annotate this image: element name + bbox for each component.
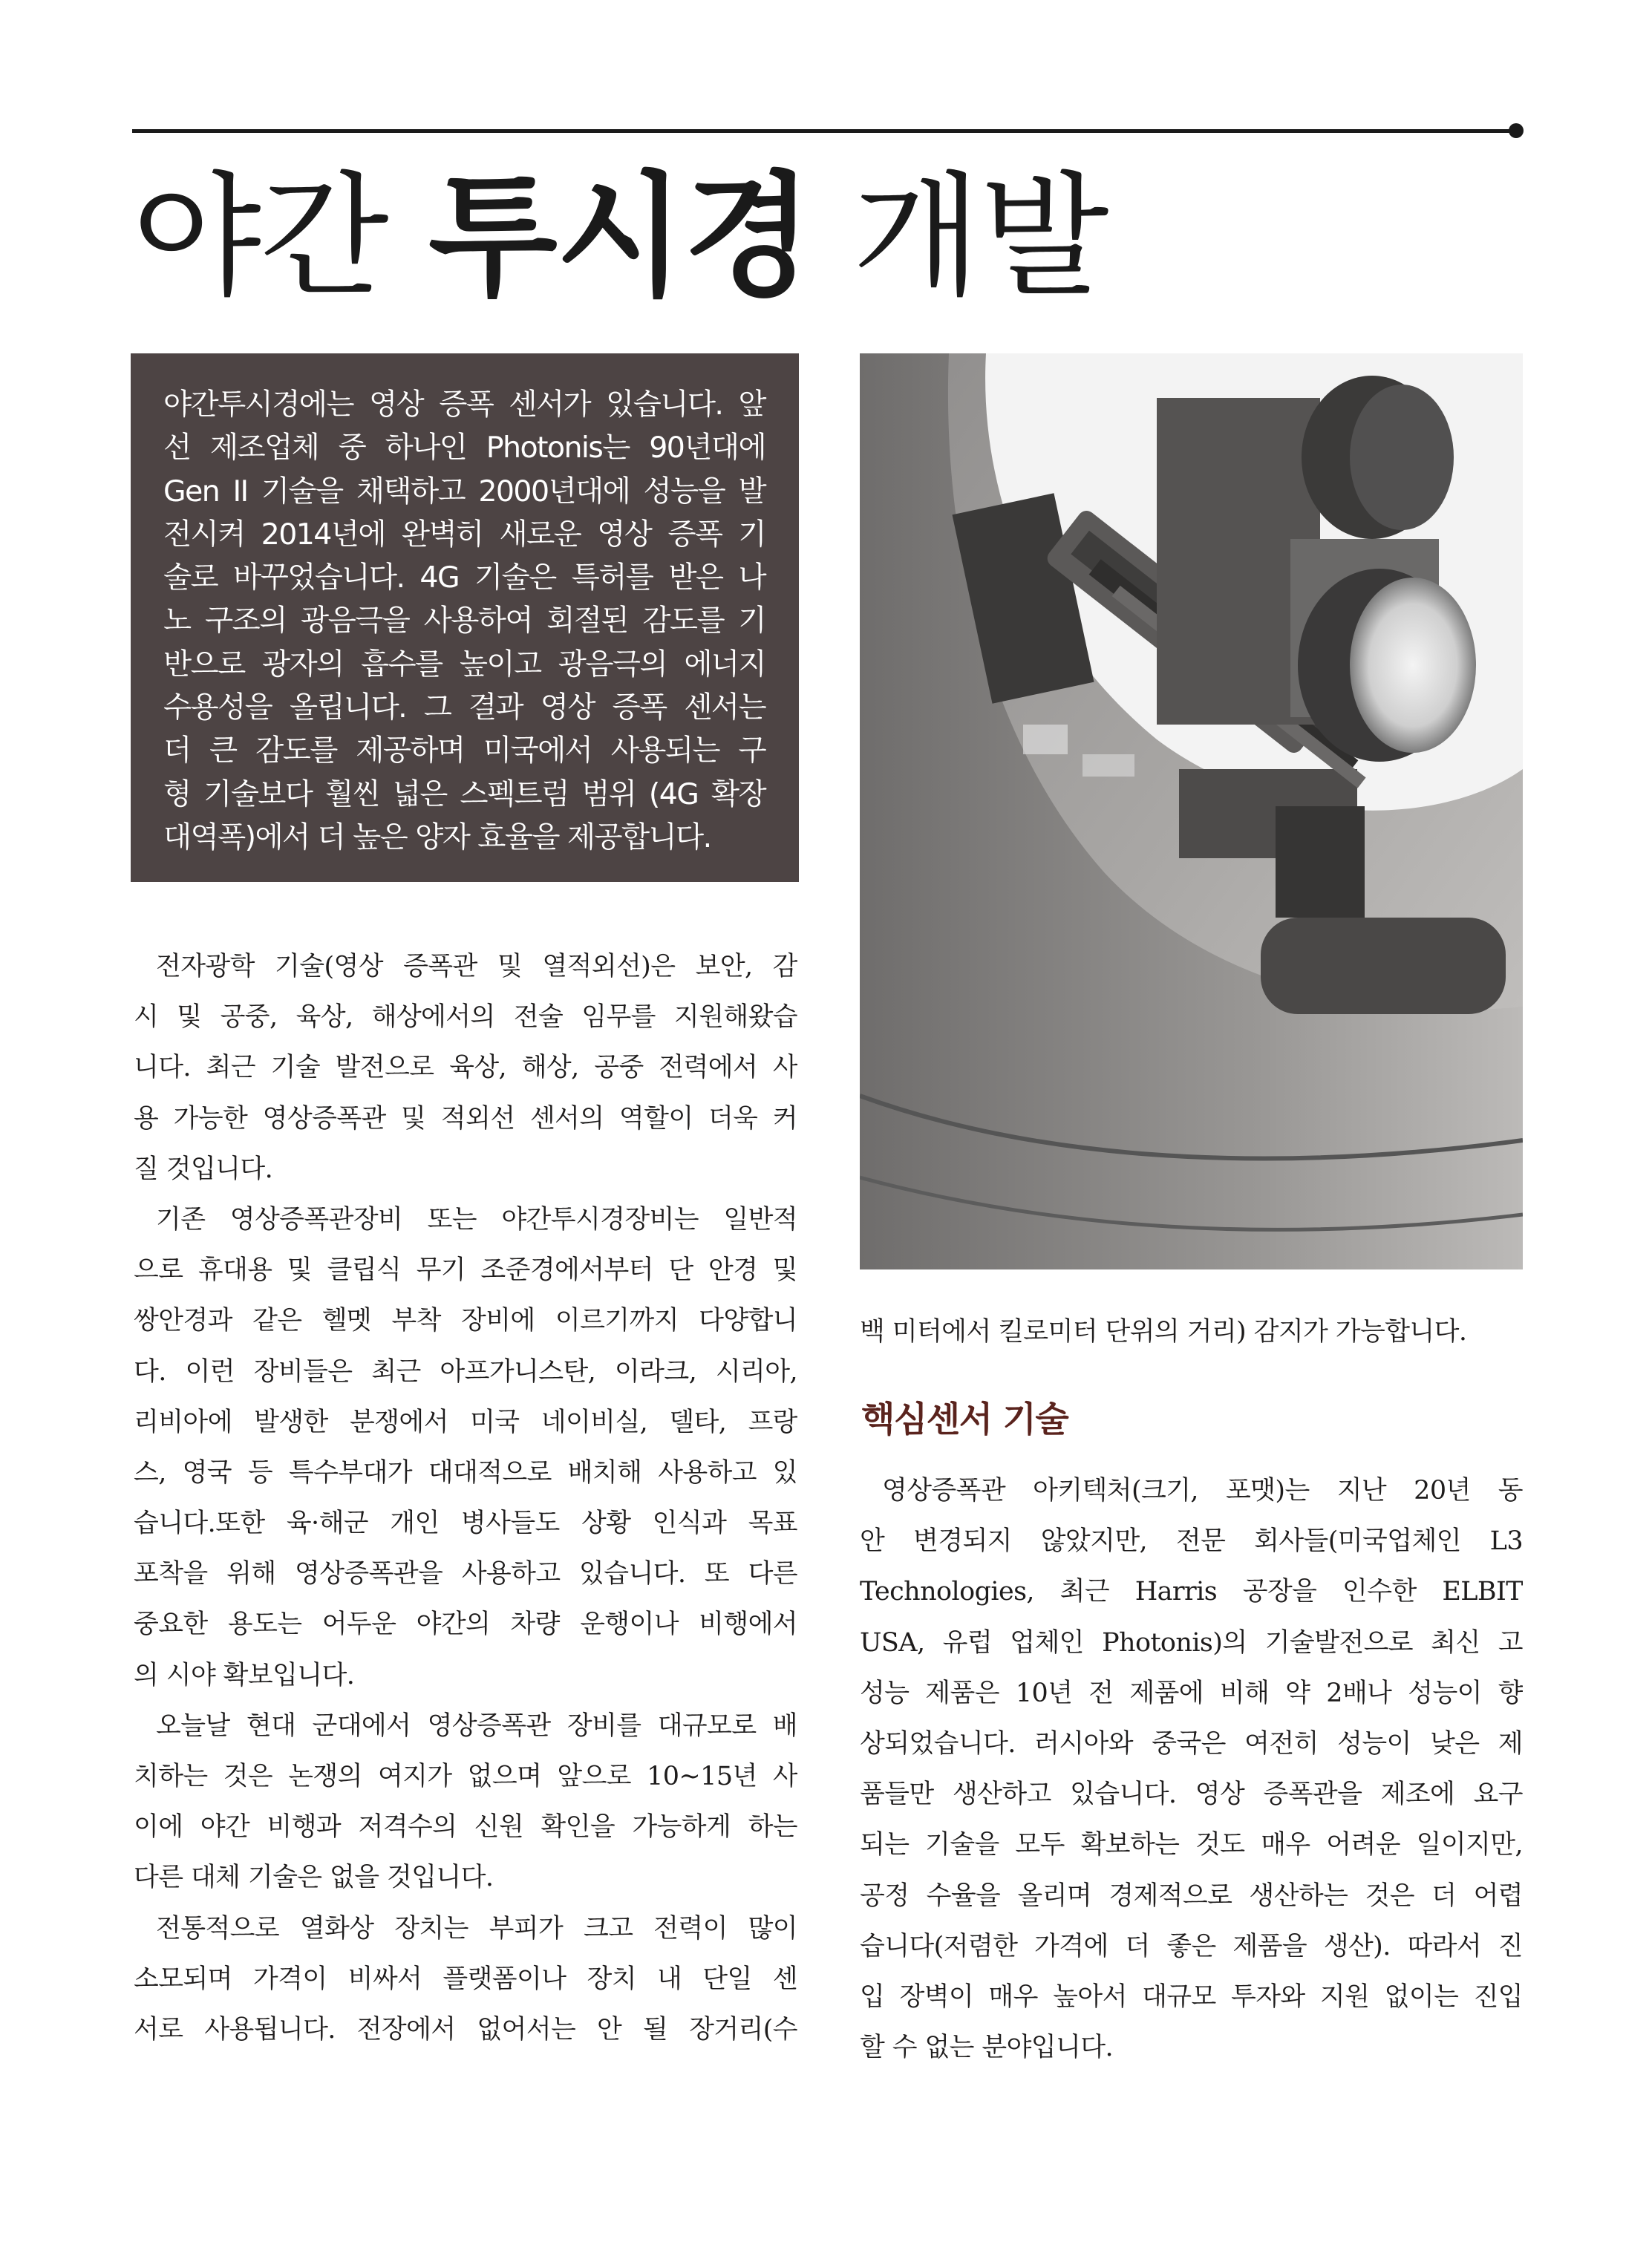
- body-line: 소모되며 가격이 비싸서 플랫폼이나 장치 내 단일 센: [134, 1964, 797, 1994]
- body-line: 서로 사용됩니다. 전장에서 없어서는 안 될 장거리(수: [134, 2014, 797, 2045]
- body-line: 용 가능한 영상증폭관 및 적외선 센서의 역할이 더욱 커: [134, 1103, 797, 1134]
- summary-line: 전시켜 2014년에 완벽히 새로운 영상 증폭 기: [163, 517, 765, 552]
- body-line: 전통적으로 열화상 장치는 부피가 크고 전력이 많이: [156, 1913, 797, 1944]
- body-line: USA, 유럽 업체인 Photonis)의 기술발전으로 최신 고: [860, 1627, 1523, 1658]
- body-line: 의 시야 확보입니다.: [134, 1660, 355, 1690]
- body-line: 되는 기술을 모두 확보하는 것도 매우 어려운 일이지만,: [860, 1830, 1523, 1860]
- summary-line: 술로 바꾸었습니다. 4G 기술은 특허를 받은 나: [163, 561, 765, 595]
- summary-line: 형 기술보다 훨씬 넓은 스펙트럼 범위 (4G 확장: [163, 777, 765, 811]
- summary-line: Gen II 기술을 채택하고 2000년대에 성능을 발: [163, 474, 765, 509]
- body-line: 오늘날 현대 군대에서 영상증폭관 장비를 대규모로 배: [156, 1710, 797, 1741]
- body-line: 다른 대체 기술은 없을 것입니다.: [134, 1863, 494, 1893]
- title-part-1: 야간: [132, 160, 388, 315]
- summary-line: 더 큰 감도를 제공하며 미국에서 사용되는 구: [163, 733, 765, 768]
- body-line: 포착을 위해 영상증폭관을 사용하고 있습니다. 또 다른: [134, 1559, 797, 1589]
- title-part-2: 투시경: [428, 160, 812, 315]
- body-line: 안 변경되지 않았지만, 전문 회사들(미국업체인 L3: [860, 1526, 1523, 1557]
- body-line: 이에 야간 비행과 저격수의 신원 확인을 가능하게 하는: [134, 1812, 797, 1843]
- body-line: 습니다.또한 육·해군 개인 병사들도 상황 인식과 목표: [134, 1509, 797, 1539]
- summary-line: 선 제조업체 중 하나인 Photonis는 90년대에: [163, 431, 765, 465]
- summary-line: 대역폭)에서 더 높은 양자 효율을 제공합니다.: [163, 820, 711, 854]
- body-line: 리비아에 발생한 분쟁에서 미국 네이비실, 델타, 프랑: [134, 1407, 797, 1437]
- body-line: 중요한 용도는 어두운 야간의 차량 운행이나 비행에서: [134, 1610, 797, 1640]
- body-line: 니다. 최근 기술 발전으로 육상, 해상, 공중 전력에서 사: [134, 1053, 797, 1083]
- body-line: 영상증폭관 아키텍처(크기, 포맷)는 지난 20년 동: [882, 1476, 1523, 1506]
- body-line: 성능 제품은 10년 전 제품에 비해 약 2배나 성능이 향: [860, 1678, 1523, 1708]
- body-line: 할 수 없는 분야입니다.: [860, 2033, 1113, 2063]
- title-part-3: 개발: [852, 160, 1108, 315]
- helicopter-minigun-photo: [860, 353, 1523, 1269]
- body-line: 쌍안경과 같은 헬멧 부착 장비에 이르기까지 다양합니: [134, 1306, 797, 1336]
- body-line: Technologies, 최근 Harris 공장을 인수한 ELBIT: [860, 1577, 1523, 1607]
- top-rule: [132, 129, 1515, 133]
- body-line: 으로 휴대용 및 클립식 무기 조준경에서부터 단 안경 및: [134, 1255, 797, 1286]
- body-line: 품들만 생산하고 있습니다. 영상 증폭관을 제조에 요구: [860, 1780, 1523, 1810]
- body-line: 시 및 공중, 육상, 해상에서의 전술 임무를 지원해왔습: [134, 1002, 797, 1033]
- summary-box: [131, 353, 799, 882]
- summary-line: 노 구조의 광음극을 사용하여 회절된 감도를 기: [163, 604, 765, 638]
- body-line: 치하는 것은 논쟁의 여지가 없으며 앞으로 10~15년 사: [134, 1762, 797, 1791]
- summary-line: 반으로 광자의 흡수를 높이고 광음극의 에너지: [163, 647, 765, 682]
- body-line: 공정 수율을 올리며 경제적으로 생산하는 것은 더 어렵: [860, 1880, 1523, 1911]
- body-line: 습니다(저렴한 가격에 더 좋은 제품을 생산). 따라서 진: [860, 1931, 1523, 1961]
- right-column-continuation: [860, 1307, 1523, 1357]
- summary-text: [163, 383, 765, 859]
- body-line: 백 미터에서 킬로미터 단위의 거리) 감지가 가능합니다.: [860, 1317, 1467, 1347]
- left-column: [134, 941, 797, 2055]
- section-heading: 핵심센서 기술: [861, 1399, 1068, 1440]
- page-title: [132, 156, 1108, 319]
- body-line: 기존 영상증폭관장비 또는 야간투시경장비는 일반적: [156, 1204, 797, 1235]
- body-line: 다. 이런 장비들은 최근 아프가니스탄, 이라크, 시리아,: [134, 1356, 797, 1387]
- summary-line: 야간투시경에는 영상 증폭 센서가 있습니다. 앞: [163, 388, 765, 422]
- body-line: 스, 영국 등 특수부대가 대대적으로 배치해 사용하고 있: [134, 1457, 797, 1488]
- body-line: 질 것입니다.: [134, 1154, 273, 1184]
- summary-line: 수용성을 올립니다. 그 결과 영상 증폭 센서는: [163, 690, 765, 725]
- body-line: 상되었습니다. 러시아와 중국은 여전히 성능이 낮은 제: [860, 1728, 1523, 1759]
- body-line: 입 장벽이 매우 높아서 대규모 투자와 지원 없이는 진입: [860, 1981, 1523, 2012]
- body-line: 전자광학 기술(영상 증폭관 및 열적외선)은 보안, 감: [156, 952, 797, 981]
- right-column: [860, 1465, 1523, 2073]
- rule-end-dot: [1509, 123, 1524, 138]
